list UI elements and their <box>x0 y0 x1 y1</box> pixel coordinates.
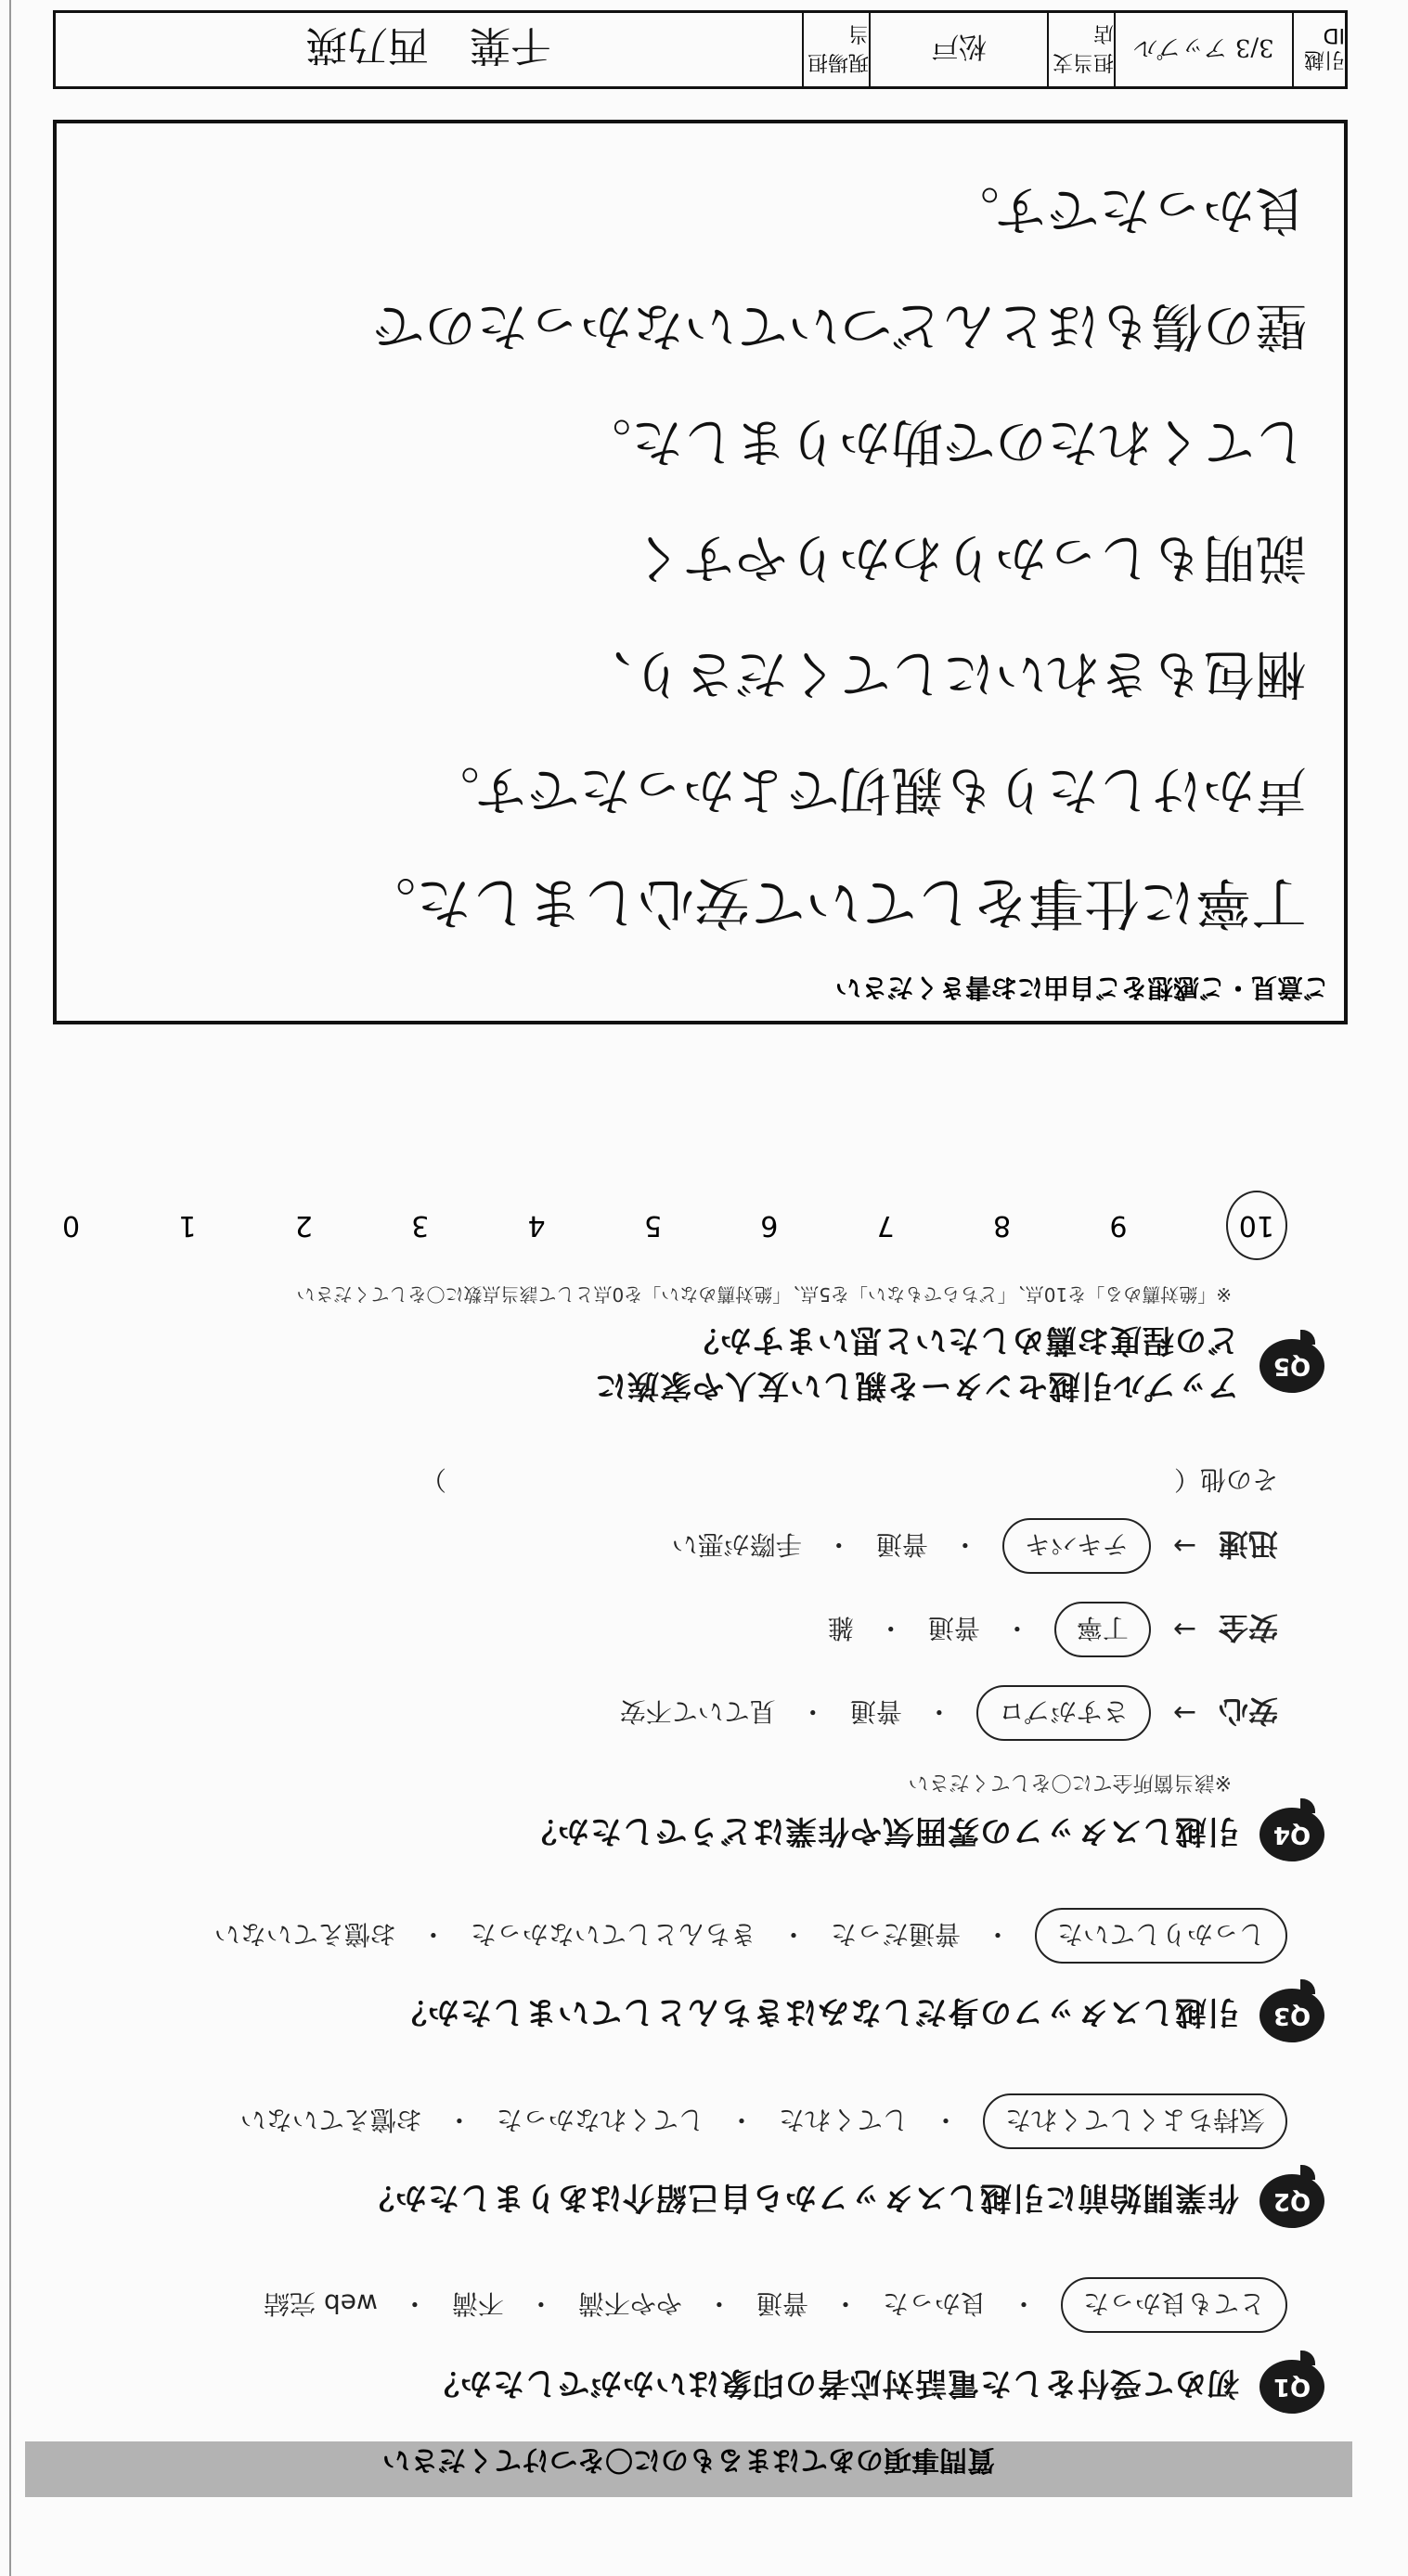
question-3 <box>394 1989 1324 2042</box>
id-label: 引越ID <box>1292 13 1345 86</box>
q2-option-1[interactable]: 気持ちよくしてくれた <box>983 2093 1287 2149</box>
comment-heading: ご意見・ご感想をご自由にお書きください <box>834 972 1329 1003</box>
q5-scale <box>62 1191 1287 1260</box>
q1-option-3[interactable]: 普通 <box>756 2288 808 2319</box>
comment-handwriting <box>100 148 1307 947</box>
q5-text-block <box>594 1320 1239 1411</box>
q4-row-anzen: 安全 → 丁寧 ・ 普通 ・ 雑 <box>828 1602 1278 1657</box>
question-1 <box>427 2360 1324 2414</box>
question-4 <box>524 1808 1324 1861</box>
q4-text: 引越しスタッフの雰囲気や作業はどうでしたか？ <box>524 1812 1239 1850</box>
q5-text-line-2: どの程度お薦めしたいと思いますか？ <box>687 1321 1239 1359</box>
q4-badge: Q4 <box>1259 1808 1324 1861</box>
q2-option-3[interactable]: してくれなかった <box>496 2105 704 2135</box>
q1-options: とても良かった ・ 良かった ・ 普通 ・ やや不満 ・ 不満 ・ web 完結 <box>264 2277 1287 2333</box>
instruction-banner-text: 質問事項のあてはまるものに〇をつけてください <box>382 2443 995 2476</box>
q5-note: ※「絶対薦める」を10点、「どちらでもない」を5点、「絶対薦めない」を0点として該当点数に〇をしてください <box>296 1283 1232 1306</box>
page-edge-line <box>9 0 11 2576</box>
arrow-right-icon: → <box>1172 1613 1196 1646</box>
q3-badge: Q3 <box>1259 1989 1324 2042</box>
comment-line-7: 良かったです。 <box>947 179 1307 239</box>
q4-other-field[interactable]: その他（ ） <box>420 1464 1278 1495</box>
q5-badge: Q5 <box>1259 1339 1324 1393</box>
q3-option-2[interactable]: 普通だった <box>830 1919 961 1950</box>
q4-note: ※該当箇所全てに〇をしてください <box>908 1771 1232 1794</box>
area-label: 現場担当 <box>802 13 869 86</box>
comment-line-6: 壁の傷もほとんどついていなかったので <box>372 295 1307 355</box>
footer-info-table <box>53 10 1348 89</box>
q4-row-1-option-2[interactable]: 普通 <box>849 1696 902 1727</box>
comment-line-5: してくれたので助かりました。 <box>579 411 1307 471</box>
q5-score-9[interactable]: 9 <box>1109 1209 1128 1242</box>
q5-score-6[interactable]: 6 <box>760 1209 779 1242</box>
q4-row-2-option-3[interactable]: 雑 <box>827 1613 854 1643</box>
q1-option-4[interactable]: やや不満 <box>577 2288 682 2319</box>
q4-row-2-option-1[interactable]: 丁寧 <box>1054 1602 1151 1657</box>
q4-row-1-option-3[interactable]: 見ていて不安 <box>619 1696 776 1727</box>
q4-row-1-category: 安心 <box>1218 1694 1278 1729</box>
q5-score-0[interactable]: 0 <box>62 1209 81 1242</box>
q2-option-2[interactable]: してくれた <box>778 2105 909 2135</box>
q1-option-2[interactable]: 良かった <box>882 2288 987 2319</box>
comment-line-1: 丁寧に仕事をしていて安心しました。 <box>360 869 1307 934</box>
q2-text: 作業開始前に引越しスタッフから自己紹介はありましたか？ <box>362 2179 1239 2217</box>
q4-row-anshin: 安心 → さすがプロ ・ 普通 ・ 見ていて不安 <box>620 1685 1278 1741</box>
q2-option-4[interactable]: お憶えていない <box>239 2105 422 2135</box>
q2-options: 気持ちよくしてくれた ・ してくれた ・ してくれなかった ・ お憶えていない <box>240 2093 1287 2149</box>
q2-badge: Q2 <box>1259 2174 1324 2228</box>
q1-option-6[interactable]: web 完結 <box>264 2288 378 2319</box>
q5-score-8[interactable]: 8 <box>993 1209 1012 1242</box>
q5-score-2[interactable]: 2 <box>294 1209 313 1242</box>
q5-score-7[interactable]: 7 <box>876 1209 895 1242</box>
q5-text-line-1: アップル引越センターを親しい友人や家族に <box>594 1367 1239 1404</box>
question-5 <box>594 1320 1324 1411</box>
comment-box[interactable] <box>53 120 1348 1024</box>
q5-score-1[interactable]: 1 <box>178 1209 197 1242</box>
q4-row-2-category: 安全 <box>1218 1610 1278 1645</box>
q4-row-2-option-2[interactable]: 普通 <box>927 1613 980 1643</box>
q1-text: 初めて受付をした電話対応者の印象はいかがでしたか？ <box>427 2364 1239 2402</box>
arrow-right-icon: → <box>1172 1529 1196 1563</box>
comment-line-2: 声かけしたりも親切でよかったです。 <box>427 759 1307 819</box>
comment-line-4: 説明もしっかりわかりやすく <box>631 527 1307 587</box>
q3-text: 引越しスタッフの身だしなみはきちんとしていましたか？ <box>394 1993 1239 2031</box>
branch-label: 担当支店 <box>1047 13 1114 86</box>
question-2 <box>362 2174 1324 2228</box>
staff-name-value: 千葉 西乃瑛 <box>306 21 551 70</box>
q5-score-5[interactable]: 5 <box>643 1209 663 1242</box>
q4-row-3-option-1[interactable]: テキパキ <box>1002 1518 1151 1574</box>
q3-option-1[interactable]: しっかりしていた <box>1035 1908 1287 1964</box>
q1-badge: Q1 <box>1259 2360 1324 2414</box>
id-value: 3/3 アップル <box>1114 13 1292 86</box>
q4-row-3-option-3[interactable]: 手際が悪い <box>671 1529 802 1560</box>
q4-row-3-option-2[interactable]: 普通 <box>875 1529 928 1560</box>
q3-option-3[interactable]: きちんとしていなかった <box>470 1919 756 1950</box>
q3-options: しっかりしていた ・ 普通だった ・ きちんとしていなかった ・ お憶えていない <box>214 1908 1287 1964</box>
arrow-right-icon: → <box>1172 1696 1196 1730</box>
q4-row-3-category: 迅速 <box>1218 1526 1278 1562</box>
q5-score-10[interactable]: 10 <box>1226 1191 1287 1260</box>
comment-line-3: 梱包もきれいにしてくださり、 <box>579 643 1307 703</box>
q1-option-1[interactable]: とても良かった <box>1061 2277 1287 2333</box>
q3-option-4[interactable]: お憶えていない <box>213 1919 396 1950</box>
q1-option-5[interactable]: 不満 <box>451 2288 504 2319</box>
branch-value: 松戸 <box>869 13 1047 86</box>
q5-score-3[interactable]: 3 <box>411 1209 430 1242</box>
q4-row-1-option-1[interactable]: さすがプロ <box>976 1685 1151 1741</box>
q4-row-jinsoku: 迅速 → テキパキ ・ 普通 ・ 手際が悪い <box>672 1518 1278 1574</box>
q5-score-4[interactable]: 4 <box>527 1209 546 1242</box>
